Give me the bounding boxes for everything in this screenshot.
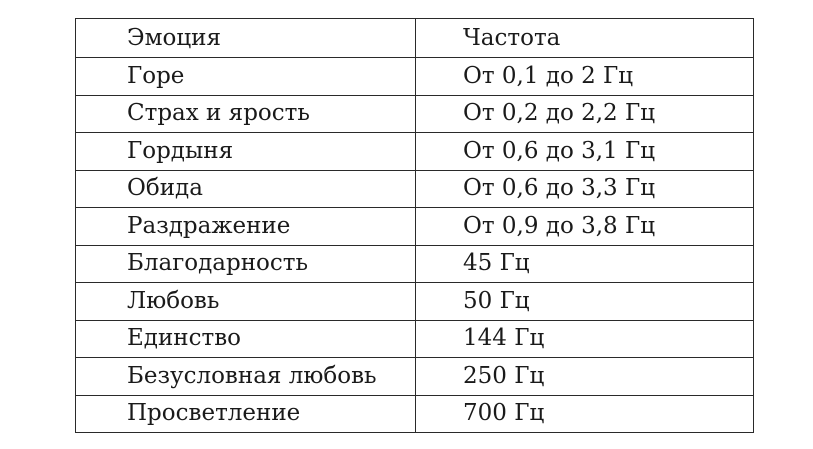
frequency-cell: 50 Гц bbox=[416, 283, 754, 321]
frequency-cell: От 0,1 до 2 Гц bbox=[416, 58, 754, 96]
emotion-cell: Единство bbox=[76, 320, 416, 358]
frequency-cell: От 0,6 до 3,3 Гц bbox=[416, 170, 754, 208]
table-row bbox=[76, 58, 754, 96]
frequency-cell: От 0,9 до 3,8 Гц bbox=[416, 208, 754, 246]
emotion-cell: Просветление bbox=[76, 395, 416, 433]
emotion-cell: Раздражение bbox=[76, 208, 416, 246]
emotion-frequency-table bbox=[75, 18, 754, 433]
table-row bbox=[76, 133, 754, 171]
emotion-cell: Горе bbox=[76, 58, 416, 96]
table-header-row bbox=[76, 19, 754, 58]
frequency-cell: 45 Гц bbox=[416, 245, 754, 283]
emotion-cell: Любовь bbox=[76, 283, 416, 321]
table-row bbox=[76, 283, 754, 321]
table-row bbox=[76, 170, 754, 208]
table-row bbox=[76, 245, 754, 283]
emotion-cell: Обида bbox=[76, 170, 416, 208]
header-frequency: Частота bbox=[416, 19, 754, 58]
emotion-cell: Безусловная любовь bbox=[76, 358, 416, 396]
table-row bbox=[76, 95, 754, 133]
table-row bbox=[76, 208, 754, 246]
table-row bbox=[76, 320, 754, 358]
table-row bbox=[76, 358, 754, 396]
emotion-cell: Страх и ярость bbox=[76, 95, 416, 133]
emotion-cell: Благодарность bbox=[76, 245, 416, 283]
emotion-cell: Гордыня bbox=[76, 133, 416, 171]
frequency-cell: От 0,6 до 3,1 Гц bbox=[416, 133, 754, 171]
frequency-cell: 250 Гц bbox=[416, 358, 754, 396]
header-emotion: Эмоция bbox=[76, 19, 416, 58]
frequency-cell: От 0,2 до 2,2 Гц bbox=[416, 95, 754, 133]
frequency-cell: 144 Гц bbox=[416, 320, 754, 358]
table-row bbox=[76, 395, 754, 433]
frequency-cell: 700 Гц bbox=[416, 395, 754, 433]
